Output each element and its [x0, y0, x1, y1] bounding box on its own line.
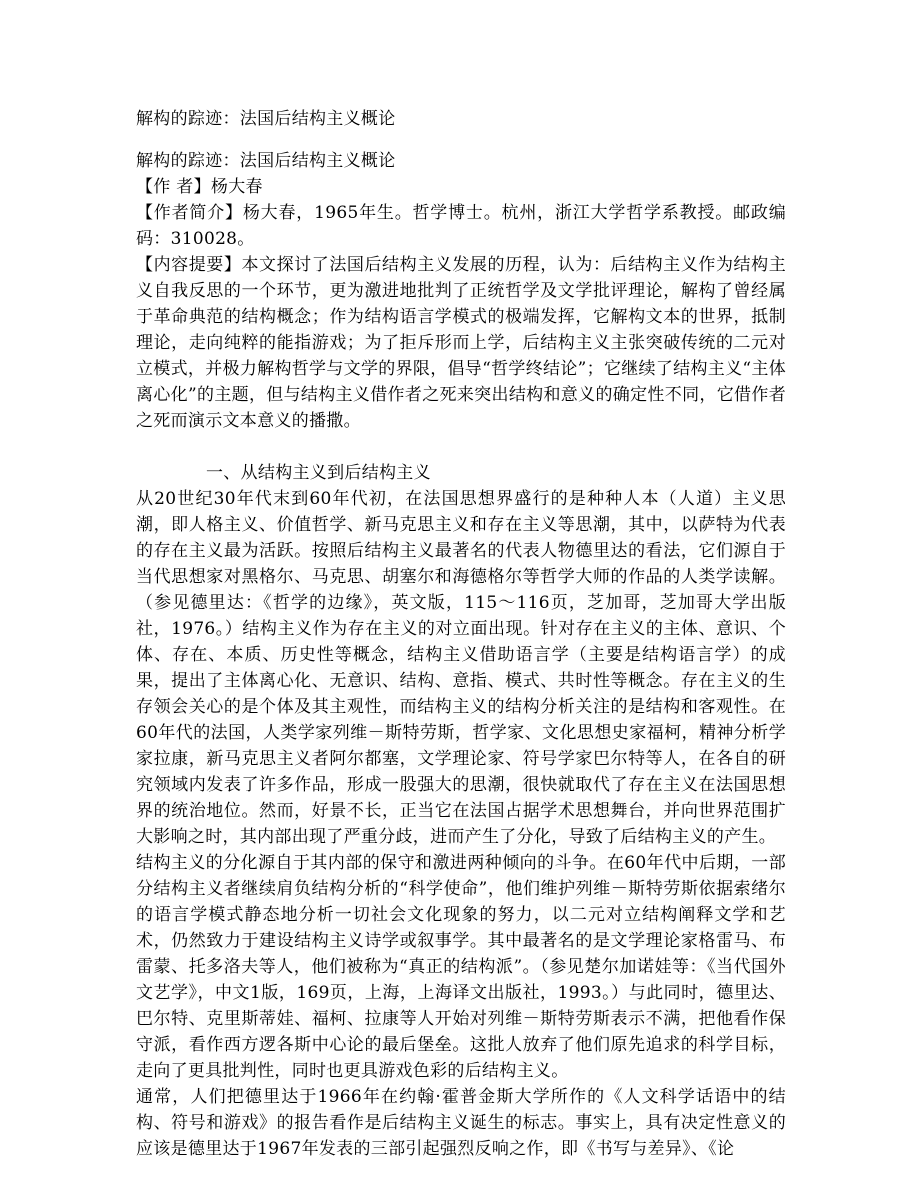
blank-line — [136, 434, 786, 460]
body-paragraph-1: 从20世纪30年代末到60年代初，在法国思想界盛行的是种种人本（人道）主义思潮，即人格主义、价值哲学、新马克思主义和存在主义等思潮，其中，以萨特为代表的存在主义最为活跃。按照后结构主义最著名的代表人物德里达的看法，它们源自于当代思想家对黑格尔、马克思、胡塞尔和海德格尔等哲学大师的作品的人类学读解。（参见德里达：《哲学的边缘》，英文版，115～116页，芝加哥，芝加哥大学出版社，1976。）结构主义作为存在主义的对立面出现。针对存在主义的主体、意识、个体、存在、本质、历史性等概念，结构主义借助语言学（主要是结构语言学）的成果，提出了主体离心化、无意识、结构、意指、模式、共时性等概念。存在主义的生存领会关心的是个体及其主观性，而结构主义的结构分析关注的是结构和客观性。在60年代的法国，人类学家列维－斯特劳斯，哲学家、文化思想史家福柯，精神分析学家拉康，新马克思主义者阿尔都塞，文学理论家、符号学家巴尔特等人，在各自的研究领域内发表了许多作品，形成一股强大的思潮，很快就取代了存在主义在法国思想界的统治地位。然而，好景不长，正当它在法国占据学术思想舞台，并向世界范围扩大影响之时，其内部出现了严重分歧，进而产生了分化，导致了后结构主义的产生。 — [136, 489, 786, 847]
section-heading: 一、从结构主义到后结构主义 — [206, 463, 431, 483]
document-title: 解构的踪迹：法国后结构主义概论 — [136, 109, 396, 129]
body-paragraph-3: 通常，人们把德里达于1966年在约翰·霍普金斯大学所作的《人文科学话语中的结构、符号和游戏》的报告看作是后结构主义诞生的标志。事实上，具有决定性意义的应该是德里达于1967年发表的三部引起强烈反响之作，即《书写与差异》、《论 — [136, 1087, 786, 1159]
abstract: 【内容提要】本文探讨了法国后结构主义发展的历程，认为：后结构主义作为结构主义自我反思的一个环节，更为激进地批判了正统哲学及文学批评理论，解构了曾经属于革命典范的结构概念；作为结构语言学模式的极端发挥，它解构文本的世界，抵制理论，走向纯粹的能指游戏；为了拒斥形而上学，后结构主义主张突破传统的二元对立模式，并极力解构哲学与文学的界限，倡导“哲学终结论”；它继续了结构主义“主体离心化”的主题，但与结构主义借作者之死来突出结构和意义的确定性不同，它借作者之死而演示文本意义的播撒。 — [136, 255, 786, 431]
body-paragraph-2: 结构主义的分化源自于其内部的保守和激进两种倾向的斗争。在60年代中后期，一部分结构主义者继续肩负结构分析的“科学使命”，他们维护列维－斯特劳斯依据索绪尔的语言学模式静态地分析一切社会文化现象的努力，以二元对立结构阐释文学和艺术，仍然致力于建设结构主义诗学或叙事学。其中最著名的是文学理论家格雷马、布雷蒙、托多洛夫等人，他们被称为“真正的结构派”。（参见楚尔加诺娃等：《当代国外文艺学》，中文1版，169页，上海，上海译文出版社，1993。）与此同时，德里达、巴尔特、克里斯蒂娃、福柯、拉康等人开始对列维－斯特劳斯表示不满，把他看作保守派，看作西方逻各斯中心论的最后堡垒。这批人放弃了他们原先追求的科学目标，走向了更具批判性，同时也更具游戏色彩的后结构主义。 — [136, 853, 786, 1081]
author-bio: 【作者简介】杨大春，1965年生。哲学博士。杭州，浙江大学哲学系教授。邮政编码：310028。 — [136, 203, 786, 249]
author-line: 【作 者】杨大春 — [136, 177, 263, 197]
document-body — [136, 148, 786, 1162]
article-title: 解构的踪迹：法国后结构主义概论 — [136, 151, 396, 171]
